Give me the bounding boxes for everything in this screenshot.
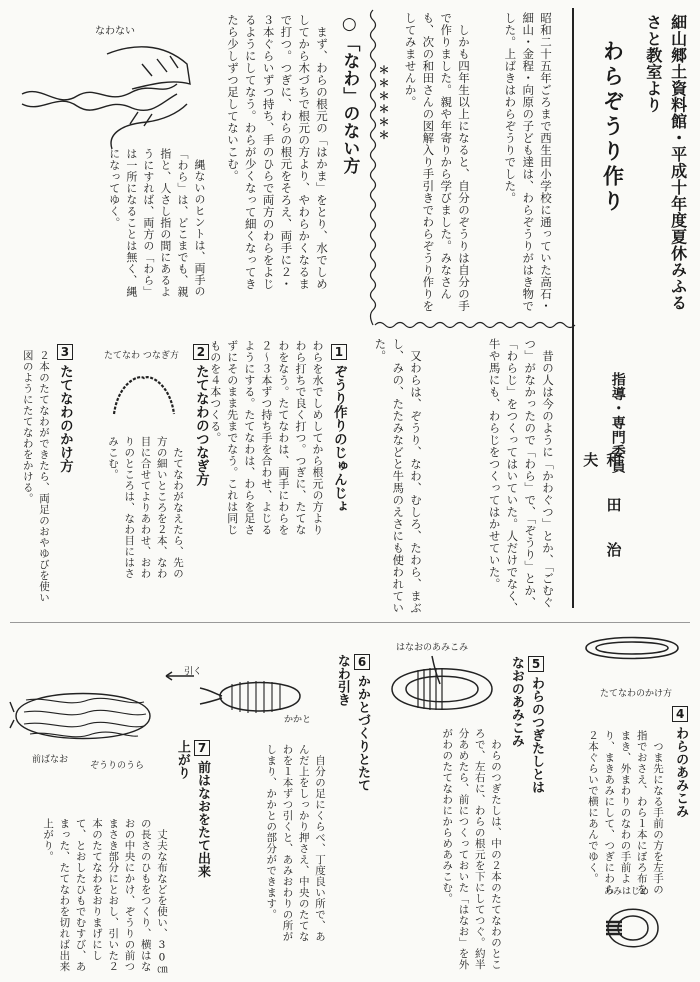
step-4-caption: あみはじめ bbox=[604, 887, 650, 897]
step-4-title: わらのあみこみ bbox=[673, 726, 689, 818]
step-4-text: つま先になる手前の方を左手の指でおさえ、わら１本にぼろ布をまき、外まわりのなわの手前より、まきあみにして、つぎにわら２本ぐらいで横にあんでゆく。 bbox=[586, 730, 664, 895]
step-6-heel-caption: かかと bbox=[284, 715, 312, 725]
step-4-heading bbox=[670, 706, 690, 846]
step-2-heading bbox=[190, 344, 211, 504]
step-3-heading bbox=[54, 344, 75, 504]
rope-hint: 縄ないのヒントは、両手の「わら」は、どこまでも、親指と、人さし指の間にあるようにすれば、両方の「わら」は一所になることは無く、縄になってゆく。 bbox=[107, 148, 206, 298]
step-5-heading bbox=[508, 656, 546, 806]
step-6-heading bbox=[334, 654, 372, 804]
step-2-title: たてなわのつなぎ方 bbox=[192, 364, 209, 487]
step-6-title: かかとづくりとたてなわ引き bbox=[334, 654, 370, 792]
rope-twisting-illustration bbox=[12, 34, 197, 154]
weaving-start-illustration bbox=[598, 898, 668, 968]
step-3-caption: たてなわのかけ方 bbox=[600, 689, 673, 699]
step-3-title: たてなわのかけ方 bbox=[56, 364, 73, 473]
page-subtitle: 細山郷土資料館・平成十年度夏休みふるさと教室より bbox=[643, 14, 688, 311]
wavy-divider bbox=[375, 320, 575, 330]
step-6-text: 自分の足にくらべ、丁度良い所で、あんだ上をしっかり押さえ、中央のたてなわを１本ずつ引くと、あみおわりの所がしまり、かかとの部分ができます。 bbox=[265, 744, 326, 942]
intro-paragraph-2: しかも四年生以上になると、自分のぞうりは自分の手で作りました。親や年寄りから学びました。みなさんも、次の和田さんの図解入り手引きでわらぞうり作りをしてみませんか。 bbox=[403, 12, 471, 312]
history-paragraph-1: 昔の人は今のように「かわぐつ」とか、「ごむぐつ」がなかったので「わら」で、「ぞうり」とか、「わらじ」をつくってはいていた。人だけでなく、牛や馬にも、わらじをつくってはかせていた。 bbox=[487, 338, 555, 614]
step-6-pull-caption: 引く bbox=[184, 667, 203, 677]
intro-paragraph-1: 昭和二十五年ごろまで西生田小学校に通っていた高石・細山・金程・向原の子ども達は、わらぞうりがはき物でした。上ばきはわらぞうりでした。 bbox=[503, 12, 553, 312]
step-1-number: 1 bbox=[331, 344, 347, 360]
step-2-number: 2 bbox=[193, 344, 209, 360]
step-6-number: 6 bbox=[354, 654, 370, 670]
rope-illustration-caption: なわない bbox=[95, 26, 135, 37]
step-7-heading bbox=[174, 740, 212, 890]
thong-weaving-illustration bbox=[382, 654, 502, 724]
step-1-title: ぞうり作りのじゅんじょ bbox=[330, 364, 347, 514]
step-5-number: 5 bbox=[528, 656, 544, 672]
step-2-text: たてなわがなえたら、先の方の細いところを２本、なわ目に合せてよりあわせ、おわりのところは、なわ目にはさみこむ。 bbox=[106, 436, 184, 579]
rope-text: まず、わらの根元の「はかま」をとり、水でしめしてから木づちで根元の方より、やわらかくなるまで打つ。つぎに、わらの根元をそろえ、両手に２・３本ぐらいずつ持ち、手のひらで両方のわらをよじるようにしてなう。わらが少くなって細くなってきたら少しずつ足してないこむ。 bbox=[225, 14, 329, 290]
instructor-name: 和 田 治 夫 bbox=[581, 452, 623, 563]
step-1-text: わらを水でしめしてから根元の方よりわら打ちで良く打つ。つぎに、たてなわをなう。たてなわは、両手にわらを２～３本ずつ持ち手を合わせ、よじるようにする。たてなわは、わらを足さずにそのまま先までなう。これは同じものを４本つくる。 bbox=[208, 340, 324, 536]
instructor-role: 指導・専門委員 bbox=[609, 372, 626, 474]
history-paragraph-2: 又わらは、ぞうり、なわ、むしろ、たわら、まぶし、みの、たたみなどと牛馬のえさにも使われていた。 bbox=[373, 338, 423, 614]
step-4-number: 4 bbox=[672, 706, 688, 722]
page-title: わらぞうり作り bbox=[600, 40, 625, 215]
header-divider bbox=[572, 8, 574, 608]
heel-pull-illustration bbox=[160, 666, 320, 736]
rope-hanging-illustration bbox=[582, 628, 682, 668]
step-7-number: 7 bbox=[194, 740, 210, 756]
step-7-title: 前はなおをたて出来上がり bbox=[174, 740, 210, 878]
rope-joining-illustration bbox=[108, 364, 180, 424]
step-5-title: わらのつぎたしとはなおのあみこみ bbox=[508, 656, 544, 794]
section-divider bbox=[10, 622, 690, 623]
step-7-text: 丈夫な布などを使い、30㎝の長さのひもをつくり、横はなおの中央にかけ、ぞうりの前つまさき部分にとおし、引いた２本のたてなわをおりまげにして、とおしたひもでむすび、あまった、たてなわを切れば出来上がり。 bbox=[42, 818, 168, 975]
step-5-text: わらのつぎたしは、中の２本のたてなわのところで、左右に、わらの根元を下にしてつぐ。約半分あめたら、前につくっておいた「はなお」を外がわのたてなわにからめあみこむ。 bbox=[441, 728, 502, 970]
step-7-front-caption: 前ばなお bbox=[32, 755, 69, 765]
step-1-heading bbox=[328, 344, 349, 544]
step-3-number: 3 bbox=[57, 344, 73, 360]
step-5-caption: はなおのあみこみ bbox=[396, 643, 469, 653]
step-3-text: ２本のたてなわができたら、両足のおやゆびを使い図のようにたてなわをかける。 bbox=[21, 350, 50, 603]
rope-stars: ＊＊＊＊＊＊ bbox=[377, 64, 391, 142]
finished-sandal-illustration bbox=[8, 672, 158, 758]
step-7-back-caption: ぞうりのうら bbox=[90, 761, 145, 771]
step-2-caption: たてなわ つなぎ方 bbox=[104, 351, 179, 361]
rope-heading: ○「なわ」のない方 bbox=[339, 14, 360, 175]
